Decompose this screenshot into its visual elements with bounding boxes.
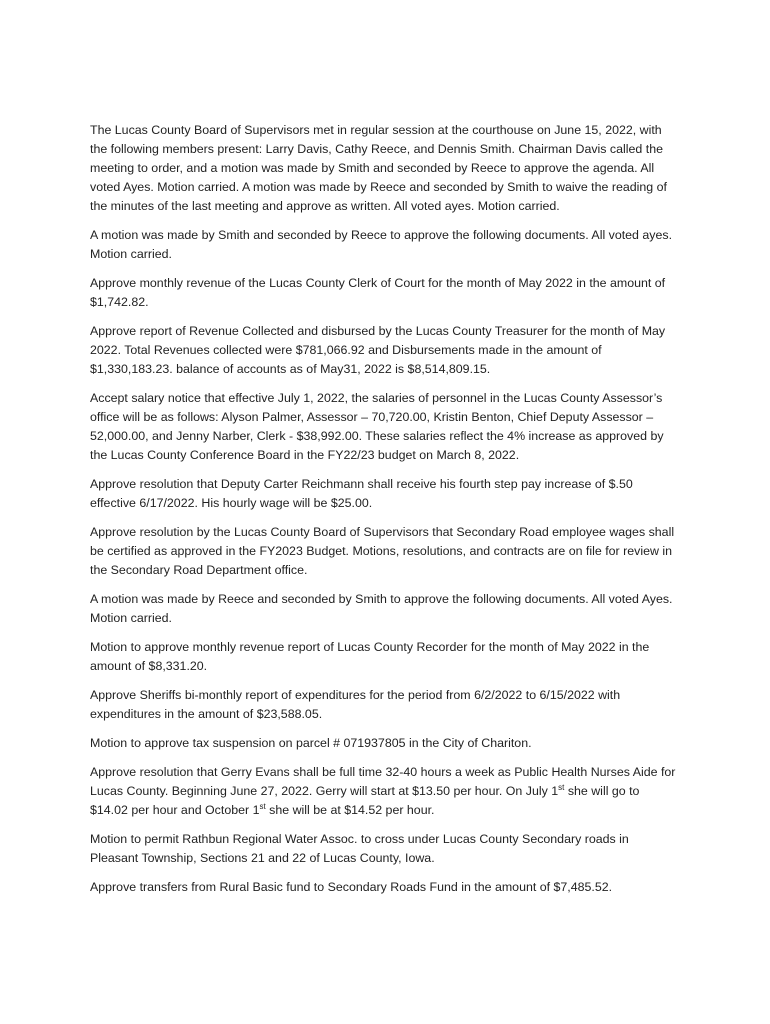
nurses-aide-text-3: she will be at $14.52 per hour. [265,803,435,817]
paragraph-nurses-aide-resolution [90,763,680,820]
paragraph-motion-reece-smith: A motion was made by Reece and seconded by Smith to approve the following documents. All voted Ayes. Motion carried. [90,592,673,625]
paragraph-meeting-opening: The Lucas County Board of Supervisors met in regular session at the courthouse on June 15, 2022, with the following members present: Larry Davis, Cathy Reece, and Dennis Smith. Chairman Davis called the meeting to order, and a motion was made by Smith and seconded by Reece to approve the agenda. All voted Ayes. Motion carried. A motion was made by Reece and seconded by Smith to waive the reading of the minutes of the last meeting and approve as written. All voted ayes. Motion carried. [90,123,667,213]
paragraph-sheriff-expenditures: Approve Sheriffs bi-monthly report of expenditures for the period from 6/2/2022 to 6/15/2022 with expenditures in the amount of $23,588.05. [90,688,621,721]
document-body [90,121,680,907]
paragraph-secondary-road-wages: Approve resolution by the Lucas County Board of Supervisors that Secondary Road employee wages shall be certified as approved in the FY2023 Budget. Motions, resolutions, and contracts are on file for review in the Secondary Road Department office. [90,525,675,577]
paragraph-deputy-pay-increase: Approve resolution that Deputy Carter Reichmann shall receive his fourth step pay increase of $.50 effective 6/17/2022. His hourly wage will be $25.00. [90,477,633,510]
paragraph-motion-smith-reece: A motion was made by Smith and seconded by Reece to approve the following documents. All voted ayes. Motion carried. [90,228,673,261]
nurses-aide-text-2: she will go to $14.02 per hour and October 1 [90,784,640,817]
paragraph-fund-transfer: Approve transfers from Rural Basic fund to Secondary Roads Fund in the amount of $7,485.52. [90,880,613,894]
ordinal-suffix: st [558,782,565,792]
paragraph-recorder-revenue: Motion to approve monthly revenue report of Lucas County Recorder for the month of May 2022 in the amount of $8,331.20. [90,640,650,673]
nurses-aide-text-1: Approve resolution that Gerry Evans shall be full time 32-40 hours a week as Public Health Nurses Aide for Lucas County. Beginning June 27, 2022. Gerry will start at $13.50 per hour. On July 1 [90,765,676,798]
paragraph-rathbun-water: Motion to permit Rathbun Regional Water Assoc. to cross under Lucas County Secondary roads in Pleasant Township, Sections 21 and 22 of Lucas County, Iowa. [90,832,629,865]
paragraph-tax-suspension: Motion to approve tax suspension on parcel # 071937805 in the City of Chariton. [90,736,532,750]
paragraph-clerk-revenue: Approve monthly revenue of the Lucas County Clerk of Court for the month of May 2022 in the amount of $1,742.82. [90,276,666,309]
paragraph-treasurer-report: Approve report of Revenue Collected and disbursed by the Lucas County Treasurer for the month of May 2022. Total Revenues collected were $781,066.92 and Disbursements made in the amount of $1,330,183.23. balance of accounts as of May31, 2022 is $8,514,809.15. [90,324,666,376]
paragraph-assessor-salaries: Accept salary notice that effective July 1, 2022, the salaries of personnel in the Lucas County Assessor’s office will be as follows: Alyson Palmer, Assessor – 70,720.00, Kristin Benton, Chief Deputy Assessor – 52,000.00, and Jenny Narber, Clerk - $38,992.00. These salaries reflect the 4% increase as approved by the Lucas County Conference Board in the FY22/23 budget on March 8, 2022. [90,391,664,462]
ordinal-suffix: st [259,801,266,811]
